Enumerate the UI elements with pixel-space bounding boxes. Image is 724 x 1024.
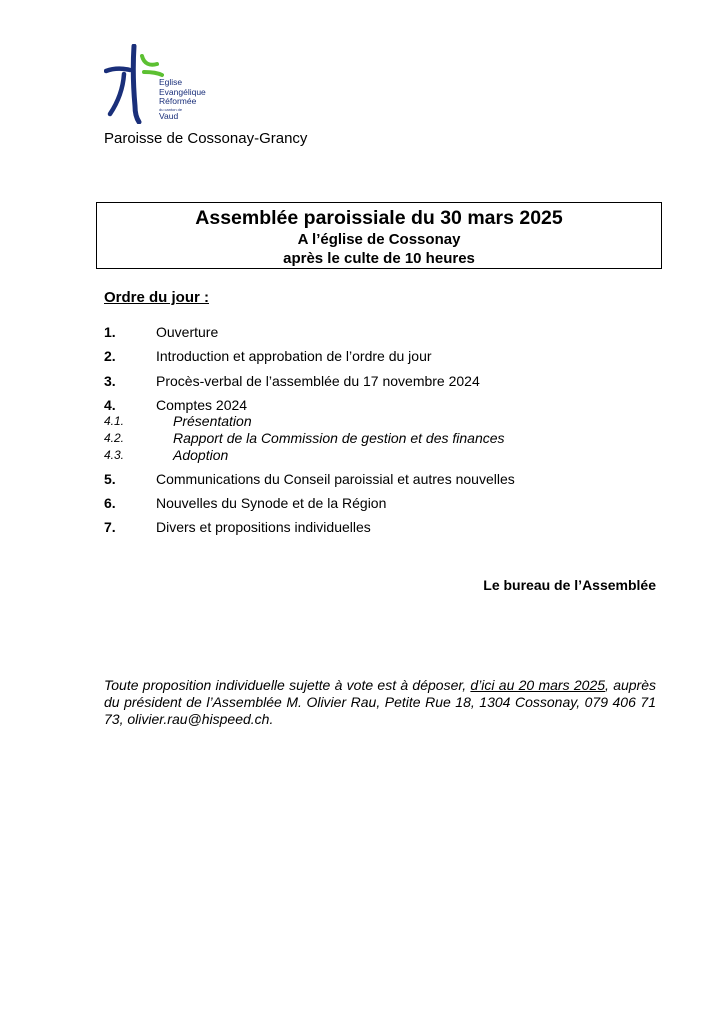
agenda-item-label: Nouvelles du Synode et de la Région: [156, 495, 387, 511]
eerv-cross-logo-icon: [104, 44, 164, 124]
agenda-item-number: 7.: [104, 519, 116, 535]
logo-line-1: Eglise: [159, 77, 183, 87]
agenda-item-number: 5.: [104, 471, 116, 487]
agenda-item-label: Procès-verbal de l’assemblée du 17 novembre 2024: [156, 373, 480, 389]
footnote: [104, 677, 656, 728]
logo-line-4: du canton de: [159, 106, 183, 112]
agenda-item-label: Divers et propositions individuelles: [156, 519, 371, 535]
agenda-subitem-number: 4.2.: [104, 431, 125, 445]
title-time: après le culte de 10 heures: [283, 250, 475, 267]
agenda-item-label: Communications du Conseil paroissial et autres nouvelles: [156, 471, 515, 487]
footnote-part-1: Toute proposition individuelle sujette à vote est à déposer,: [104, 677, 471, 693]
agenda-subitem-label: Adoption: [173, 447, 229, 463]
agenda-subitem-label: Rapport de la Commission de gestion et des finances: [173, 430, 505, 446]
agenda-item-number: 1.: [104, 324, 116, 340]
logo-line-3: Réformée: [159, 96, 197, 106]
agenda-item-label: Introduction et approbation de l’ordre du jour: [156, 348, 432, 364]
footnote-deadline: d’ici au 20 mars 2025: [470, 677, 606, 693]
agenda-item-label: Comptes 2024: [156, 397, 248, 413]
agenda-item-number: 6.: [104, 495, 116, 511]
agenda-heading: Ordre du jour :: [104, 289, 209, 306]
page-title: Assemblée paroissiale du 30 mars 2025: [195, 207, 563, 229]
logo-wordmark: [159, 78, 206, 121]
agenda-subitem-label: Présentation: [173, 413, 252, 429]
agenda-item-label: Ouverture: [156, 324, 219, 340]
agenda-item-number: 2.: [104, 348, 116, 364]
title-box: [96, 202, 662, 269]
footnote-part-2: , auprès du président de l’Assemblée M. Olivier Rau, Petite Rue 18, 1304 Cossonay, 079 406 71 73, olivier.rau@hispeed.ch.: [104, 677, 657, 727]
signature: Le bureau de l’Assemblée: [483, 577, 656, 593]
agenda-item-number: 4.: [104, 397, 116, 413]
agenda-item-number: 3.: [104, 373, 116, 389]
agenda-subitem-number: 4.1.: [104, 414, 125, 428]
parish-name: Paroisse de Cossonay-Grancy: [104, 130, 308, 147]
agenda-subitem-number: 4.3.: [104, 448, 125, 462]
logo-line-5: Vaud: [159, 110, 179, 121]
logo-line-2: Evangélique: [159, 86, 206, 97]
title-location: A l’église de Cossonay: [297, 231, 461, 248]
